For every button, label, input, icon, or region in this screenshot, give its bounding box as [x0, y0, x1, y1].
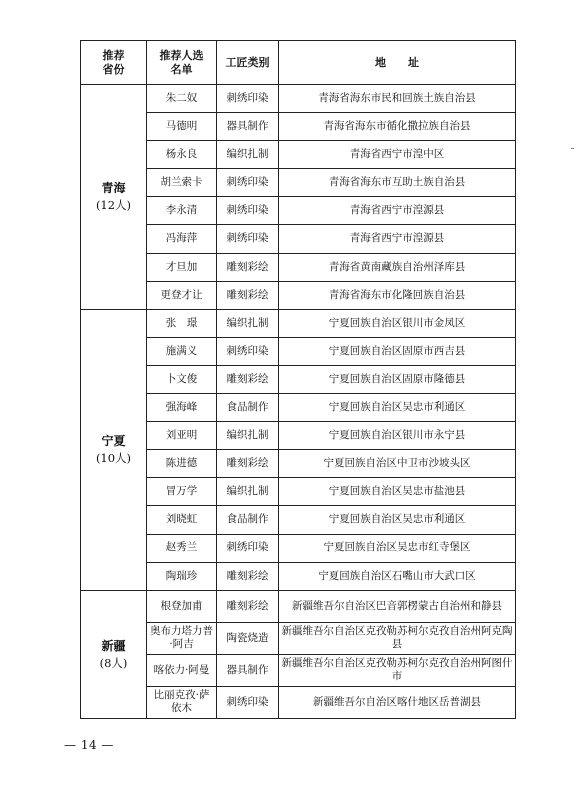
- province-count: (8人): [99, 655, 128, 670]
- table-row: [81, 169, 516, 197]
- nominee-name: 才旦加: [147, 253, 217, 281]
- nominee-name: 施满义: [147, 337, 217, 365]
- craft-category: 编织扎制: [217, 309, 279, 337]
- address: 青海省黄南藏族自治州泽库县: [279, 253, 516, 281]
- table-row: [81, 337, 516, 365]
- header-category: 工匠类别: [217, 41, 279, 85]
- province-name: 青海: [101, 181, 126, 196]
- header-nominee: 推荐人选 名单: [147, 41, 217, 85]
- nominee-name: 陈进德: [147, 450, 217, 478]
- address: 宁夏回族自治区固原市西吉县: [279, 337, 516, 365]
- table-row: [81, 450, 516, 478]
- nominee-name: 根登加甫: [147, 590, 217, 622]
- nominee-name: 张 璟: [147, 309, 217, 337]
- address: 宁夏回族自治区石嘴山市大武口区: [279, 562, 516, 590]
- craft-category: 刺绣印染: [217, 197, 279, 225]
- table-row: [81, 225, 516, 253]
- address: 青海省西宁市湟中区: [279, 141, 516, 169]
- table-row: [81, 394, 516, 422]
- craft-category: 雕刻彩绘: [217, 365, 279, 393]
- table-row: [81, 478, 516, 506]
- craft-category: 刺绣印染: [217, 337, 279, 365]
- table-row: [81, 141, 516, 169]
- craft-category: 雕刻彩绘: [217, 450, 279, 478]
- table-row: [81, 562, 516, 590]
- nominee-name: 刘亚明: [147, 422, 217, 450]
- table-header-row: [81, 41, 516, 85]
- nominee-name: 赵秀兰: [147, 534, 217, 562]
- craft-category: 刺绣印染: [217, 169, 279, 197]
- address: 青海省西宁市湟源县: [279, 225, 516, 253]
- craft-category: 雕刻彩绘: [217, 562, 279, 590]
- address: 青海省海东市民和回族土族自治县: [279, 85, 516, 113]
- page-number: — 14 —: [64, 738, 114, 752]
- table-row: [81, 281, 516, 309]
- nominee-name: 喀依力·阿曼: [147, 654, 217, 686]
- nominee-table: [80, 40, 516, 719]
- table-row: [81, 85, 516, 113]
- nominee-name: 胡兰索卡: [147, 169, 217, 197]
- margin-mark: [571, 148, 574, 149]
- province-name: 宁夏: [101, 434, 126, 449]
- nominee-name: 马德明: [147, 113, 217, 141]
- craft-category: 刺绣印染: [217, 225, 279, 253]
- province-count: (12人): [95, 198, 132, 213]
- table-row: [81, 253, 516, 281]
- address: 青海省西宁市湟源县: [279, 197, 516, 225]
- address: 宁夏回族自治区吴忠市利通区: [279, 394, 516, 422]
- craft-category: 编织扎制: [217, 422, 279, 450]
- craft-category: 陶瓷烧造: [217, 622, 279, 654]
- address: 新疆维吾尔自治区克孜勒苏柯尔克孜自治州阿图什市: [279, 654, 516, 686]
- craft-category: 食品制作: [217, 394, 279, 422]
- nominee-name: 朱二奴: [147, 85, 217, 113]
- craft-category: 器具制作: [217, 654, 279, 686]
- craft-category: 刺绣印染: [217, 534, 279, 562]
- table-row: [81, 506, 516, 534]
- table-row: [81, 197, 516, 225]
- province-cell: [81, 590, 147, 718]
- address: 宁夏回族自治区固原市隆德县: [279, 365, 516, 393]
- craft-category: 雕刻彩绘: [217, 253, 279, 281]
- craft-category: 雕刻彩绘: [217, 281, 279, 309]
- address: 宁夏回族自治区吴忠市利通区: [279, 506, 516, 534]
- nominee-name: 刘晓虹: [147, 506, 217, 534]
- table-row: [81, 622, 516, 654]
- address: 宁夏回族自治区中卫市沙坡头区: [279, 450, 516, 478]
- table-row: [81, 365, 516, 393]
- craft-category: 刺绣印染: [217, 85, 279, 113]
- table-row: [81, 654, 516, 686]
- craft-category: 器具制作: [217, 113, 279, 141]
- address: 宁夏回族自治区银川市永宁县: [279, 422, 516, 450]
- craft-category: 食品制作: [217, 506, 279, 534]
- craft-category: 编织扎制: [217, 478, 279, 506]
- nominee-name: 李永清: [147, 197, 217, 225]
- nominee-name: 卜文俊: [147, 365, 217, 393]
- table-row: [81, 422, 516, 450]
- province-count: (10人): [95, 451, 132, 466]
- craft-category: 雕刻彩绘: [217, 590, 279, 622]
- nominee-name: 奥布力塔力普·阿吉: [147, 622, 217, 654]
- address: 青海省海东市化隆回族自治县: [279, 281, 516, 309]
- nominee-name: 强海峰: [147, 394, 217, 422]
- table-row: [81, 113, 516, 141]
- table-body: [81, 85, 516, 719]
- nominee-name: 更登才让: [147, 281, 217, 309]
- table-row: [81, 309, 516, 337]
- province-cell: [81, 85, 147, 310]
- nominee-name: 冒万学: [147, 478, 217, 506]
- table-row: [81, 534, 516, 562]
- nominee-name: 杨永良: [147, 141, 217, 169]
- address: 青海省海东市互助土族自治县: [279, 169, 516, 197]
- address: 新疆维吾尔自治区克孜勒苏柯尔克孜自治州阿克陶县: [279, 622, 516, 654]
- address: 新疆维吾尔自治区喀什地区岳普湖县: [279, 686, 516, 718]
- address: 新疆维吾尔自治区巴音郭楞蒙古自治州和静县: [279, 590, 516, 622]
- address: 宁夏回族自治区吴忠市红寺堡区: [279, 534, 516, 562]
- table-row: [81, 686, 516, 718]
- nominee-name: 比丽克孜·萨依木: [147, 686, 217, 718]
- nominee-name: 陶瑞珍: [147, 562, 217, 590]
- province-name: 新疆: [101, 638, 126, 653]
- craft-category: 编织扎制: [217, 141, 279, 169]
- craft-category: 刺绣印染: [217, 686, 279, 718]
- address: 青海省海东市循化撒拉族自治县: [279, 113, 516, 141]
- province-cell: [81, 309, 147, 590]
- header-address: 地 址: [279, 41, 516, 85]
- header-province: 推荐 省份: [81, 41, 147, 85]
- nominee-name: 冯海萍: [147, 225, 217, 253]
- address: 宁夏回族自治区吴忠市盐池县: [279, 478, 516, 506]
- address: 宁夏回族自治区银川市金凤区: [279, 309, 516, 337]
- table-row: [81, 590, 516, 622]
